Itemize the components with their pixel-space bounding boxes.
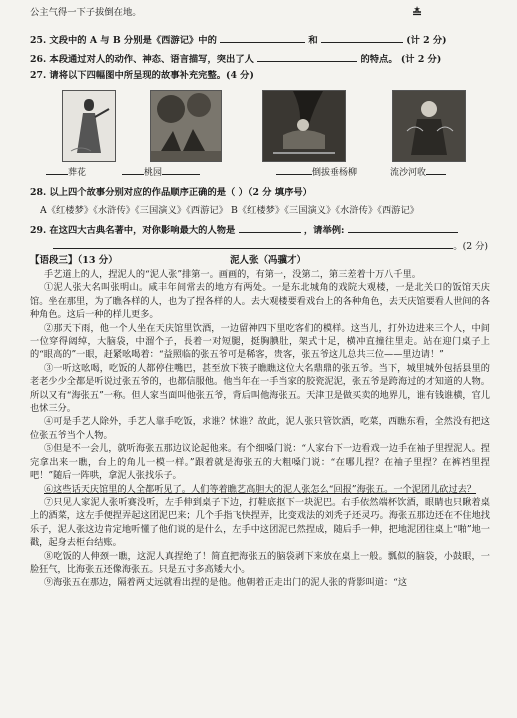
q26-blank[interactable] <box>257 51 357 62</box>
q29-answer-line <box>30 238 488 253</box>
corner-mark: ≛ <box>411 6 422 20</box>
question-25 <box>30 32 498 47</box>
q25-and: 和 <box>308 35 318 46</box>
q27-text: 27. 请将以下四幅图中所呈现的故事补充完整。(4 分) <box>30 70 254 81</box>
section-label: 【语段三】（13 分） <box>30 255 118 266</box>
caption-2-blank-after[interactable] <box>162 164 200 175</box>
section-header <box>30 252 490 266</box>
paragraph-5: ⑤但是不一会儿，就听海张五那边议论起他来。有个细嗓门说：“人家台下一边看戏一边手在袖子里捏泥人。捏完拿出来一瞧，台上的角儿一模一样。”跟着就是海张五的大粗嗓门说：“在哪儿捏？在袖子里捏？在裤裆里捏吧！”随后一阵哄，拿泥人张找乐子。 <box>30 443 490 482</box>
q29-suffix: ，请举例: <box>303 225 345 236</box>
question-29 <box>30 222 498 237</box>
caption-4-blank[interactable] <box>426 164 446 175</box>
section-title: 泥人张（冯骥才） <box>230 255 307 266</box>
paragraph-3: ③一听这吆喝，吃饭的人都停住嘴巴，甚至放下筷子瞧瞧这位大名鼎鼎的张五爷。当下，城里城外包括县里的老老少少全都是听说过张五爷的，也都信服他。他当年在一手当家的胶瓷泥泥，张五爷是跨海过的才知道的人物。所以又有“海张五”一称。但人家当面叫他张五爷，背后叫他海张五。天津卫是做买卖的地界儿，谁有钱谁横，官儿也怵三分。 <box>30 362 490 415</box>
figure-row <box>40 90 480 178</box>
q28-options-text: A《红楼梦》《水浒传》《三国演义》《西游记》 B《红楼梦》《三国演义》《水浒传》《西游记》 <box>40 205 420 216</box>
paragraph-8: ⑧吃饭的人伸颈一瞧，这泥人真捏绝了！简直把海张五的脑袋剥下来放在桌上一般。瓢似的脑袋，小鼓眼，一脸狂气，比海张五还像海张五。只是五寸多高矮大小。 <box>30 550 490 575</box>
figure-caption-2 <box>122 164 200 178</box>
q29-blank-a[interactable] <box>239 222 301 233</box>
question-28 <box>30 186 498 199</box>
paragraph-7: ⑦只见人家泥人张听赛没听，左手伸到桌子下边，打鞋底抠下一块泥巴。右手依然端杯饮酒，眼睛也只瞅着桌上的酒菜，这左手便捏弄起这团泥巴来；几个手指飞快捏弄，比变戏法的刘秃子还灵巧。海张五那边还在不住地找乐子，泥人张这边肯定地听懂了他们说的是什么，左手中这团泥已然捏成，随后手一伸，把地泥团往桌上“啪”地一戳，起身去柜台结账。 <box>30 496 490 549</box>
q25-blank-a[interactable] <box>220 32 305 43</box>
top-note-text: 公主气得一下子拔倒在地。 <box>30 7 142 18</box>
willow-uproot-icon <box>262 90 346 162</box>
monk-figure-drawing <box>393 91 465 161</box>
paragraph-1: ①泥人张大名叫张明山。咸丰年间常去的地方有两处。一是东北城角的戏院大观楼，一是北关口的饭馆天庆馆。坐在那里，为了瞧各样的人，也为了捏各样的人。去大观楼要看戏台上的各种角色，去天庆馆要看人世间的各种角色。这后一种的样儿更多。 <box>30 282 490 321</box>
caption-1-text: 葬花 <box>68 168 87 178</box>
question-27 <box>30 69 498 82</box>
q28-text: 28. 以上四个故事分别对应的作品顺序正确的是（ ）（2 分 填序号） <box>30 187 312 198</box>
willow-uproot-drawing <box>263 91 345 161</box>
woman-figure-drawing <box>63 91 115 161</box>
paragraph-6: ⑥这些话天庆馆里的人全都听见了。人们等着瞧艺高胆大的泥人张怎么“回报”海张五。一个泥团儿砍过去？ <box>44 483 477 495</box>
monk-figure-icon <box>392 90 466 162</box>
paragraph-intro: 手艺道上的人，捏泥人的“泥人张”排第一。画画的，有第一，没第二，第三差着十万八千里。 <box>44 269 421 280</box>
paragraph-2: ②那天下雨，他一个人坐在天庆馆里饮酒，一边留神四下里吃客们的模样。这当儿，打外边进来三个人，中间一位穿得阔绰，大脑袋，中溜个子，長着一对短腿，挺胸腆肚，架式十足，横冲直撞往里走。站在迎门桌子上的“眼高的”一眼，赶紧吆喝着：“益照临的张五爷可是稀客，贵客，张五爷这儿总共三位——里边请！” <box>30 322 490 361</box>
top-note <box>30 6 498 19</box>
peach-garden-icon <box>150 90 222 162</box>
q29-text: 29. 在这四大古典名著中，对你影响最大的人物是 <box>30 225 236 236</box>
caption-3-blank[interactable] <box>276 164 312 175</box>
woman-figure-icon <box>62 90 116 162</box>
q25-text: 25. 文段中的 A 与 B 分别是《西游记》中的 <box>30 35 217 46</box>
q26-suffix: 的特点。 <box>360 54 398 65</box>
q28-options <box>40 204 495 217</box>
caption-1-blank[interactable] <box>46 164 68 175</box>
q29-blank-c[interactable] <box>53 238 453 249</box>
figure-caption-1 <box>46 164 86 178</box>
caption-4-text: 流沙河收 <box>390 168 427 178</box>
q25-score: (计 2 分) <box>406 35 447 46</box>
q29-blank-b[interactable] <box>348 222 458 233</box>
question-26 <box>30 51 498 66</box>
paragraph-4: ④可是手艺人除外，手艺人靠手吃饭，求谁？怵谁？故此，泥人张只管饮酒，吃菜，西瞧东看，全然没有把这位张五爷当个人物。 <box>30 416 490 441</box>
passage <box>30 268 490 590</box>
q29-score: 。(2 分) <box>453 241 488 252</box>
peach-garden-drawing <box>151 91 221 161</box>
figure-caption-4 <box>390 164 446 178</box>
q25-blank-b[interactable] <box>321 32 403 43</box>
caption-3-text: 倒拔垂杨柳 <box>312 168 358 178</box>
paragraph-9: ⑨海张五在那边，隔着两丈远就看出捏的是他。他朝着正走出门的泥人张的背影叫道：“这 <box>44 577 408 589</box>
q26-text: 26. 本段通过对人的动作、神态、语言描写，突出了人 <box>30 54 254 65</box>
caption-2-blank[interactable] <box>122 164 144 175</box>
figure-caption-3 <box>276 164 357 178</box>
q26-score: (计 2 分) <box>400 54 442 65</box>
caption-2-text: 桃园 <box>144 168 163 178</box>
